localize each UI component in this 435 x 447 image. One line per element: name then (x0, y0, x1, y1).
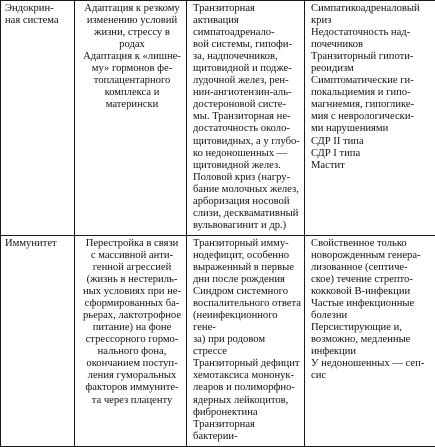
cell-system-name: Эндокрин- ная система (1, 1, 75, 236)
cell-pathology: Свойственное только новорожденным генера- лизованное (септиче- ское) течение стрепто- кокковой В-инфекции Частые инфекционные болезни Персистирующие и, возможно, медленные инфекции У недоношенных — сеп- сис (305, 235, 435, 446)
cell-system-name: Иммунитет (1, 235, 75, 446)
cell-pathology: Симпатикоадреналовый криз Недостаточность над- почечников Транзиторный гипоти- реоидизм Симптоматические ги- покальциемия и гипо- магниемия, гипоглике- мия с неврологически- ми нарушениями СДР II типа СДР I типа Мастит (305, 1, 435, 236)
cell-transient-states: Транзиторный имму- нодефицит, особенно выраженный в первые дни после рождения Синдром системного воспалительного ответа (неинфекционного гене- за) при родовом стрессе Транзиторный дефицит хемотаксиса мононук- леаров и полиморфно- ядерных лейкоцитов, фибронектина Транзиторная бактерии- (187, 235, 305, 446)
table-row-endocrine (1, 1, 435, 236)
cell-adaptation: Перестройка в связи с массивной анти- генной агрессией (жизнь в нестериль- ных условиях при не- сформированных ба- рьерах, лактотрофное питание) на фоне стрессорного гормо- нального фона, окончанием поступ- ления гуморальных факторов иммуните- та через плаценту (75, 235, 187, 446)
cell-adaptation: Адаптация к резкому изменению условий жизни, стрессу в родах Адаптация к «лишне- му» гормонов фе- топлацентарного комплекса и матерински (75, 1, 187, 236)
table-row-immunity (1, 235, 435, 446)
cell-transient-states: Транзиторная активация симпатоадренало- вой системы, гипофи- за, надпочечников, щитовидной и подже- лудочной желез, рен- нин-ангиотензин-аль- достероновой систе- мы. Транзиторная не- достаточность около- щитовидных, а у глубо- ко недоношенных — щитовидной желез. Половой криз (нагру- бание молочных желез, арборизация носовой слизи, десквамативный вульвовагинит и др.) (187, 1, 305, 236)
